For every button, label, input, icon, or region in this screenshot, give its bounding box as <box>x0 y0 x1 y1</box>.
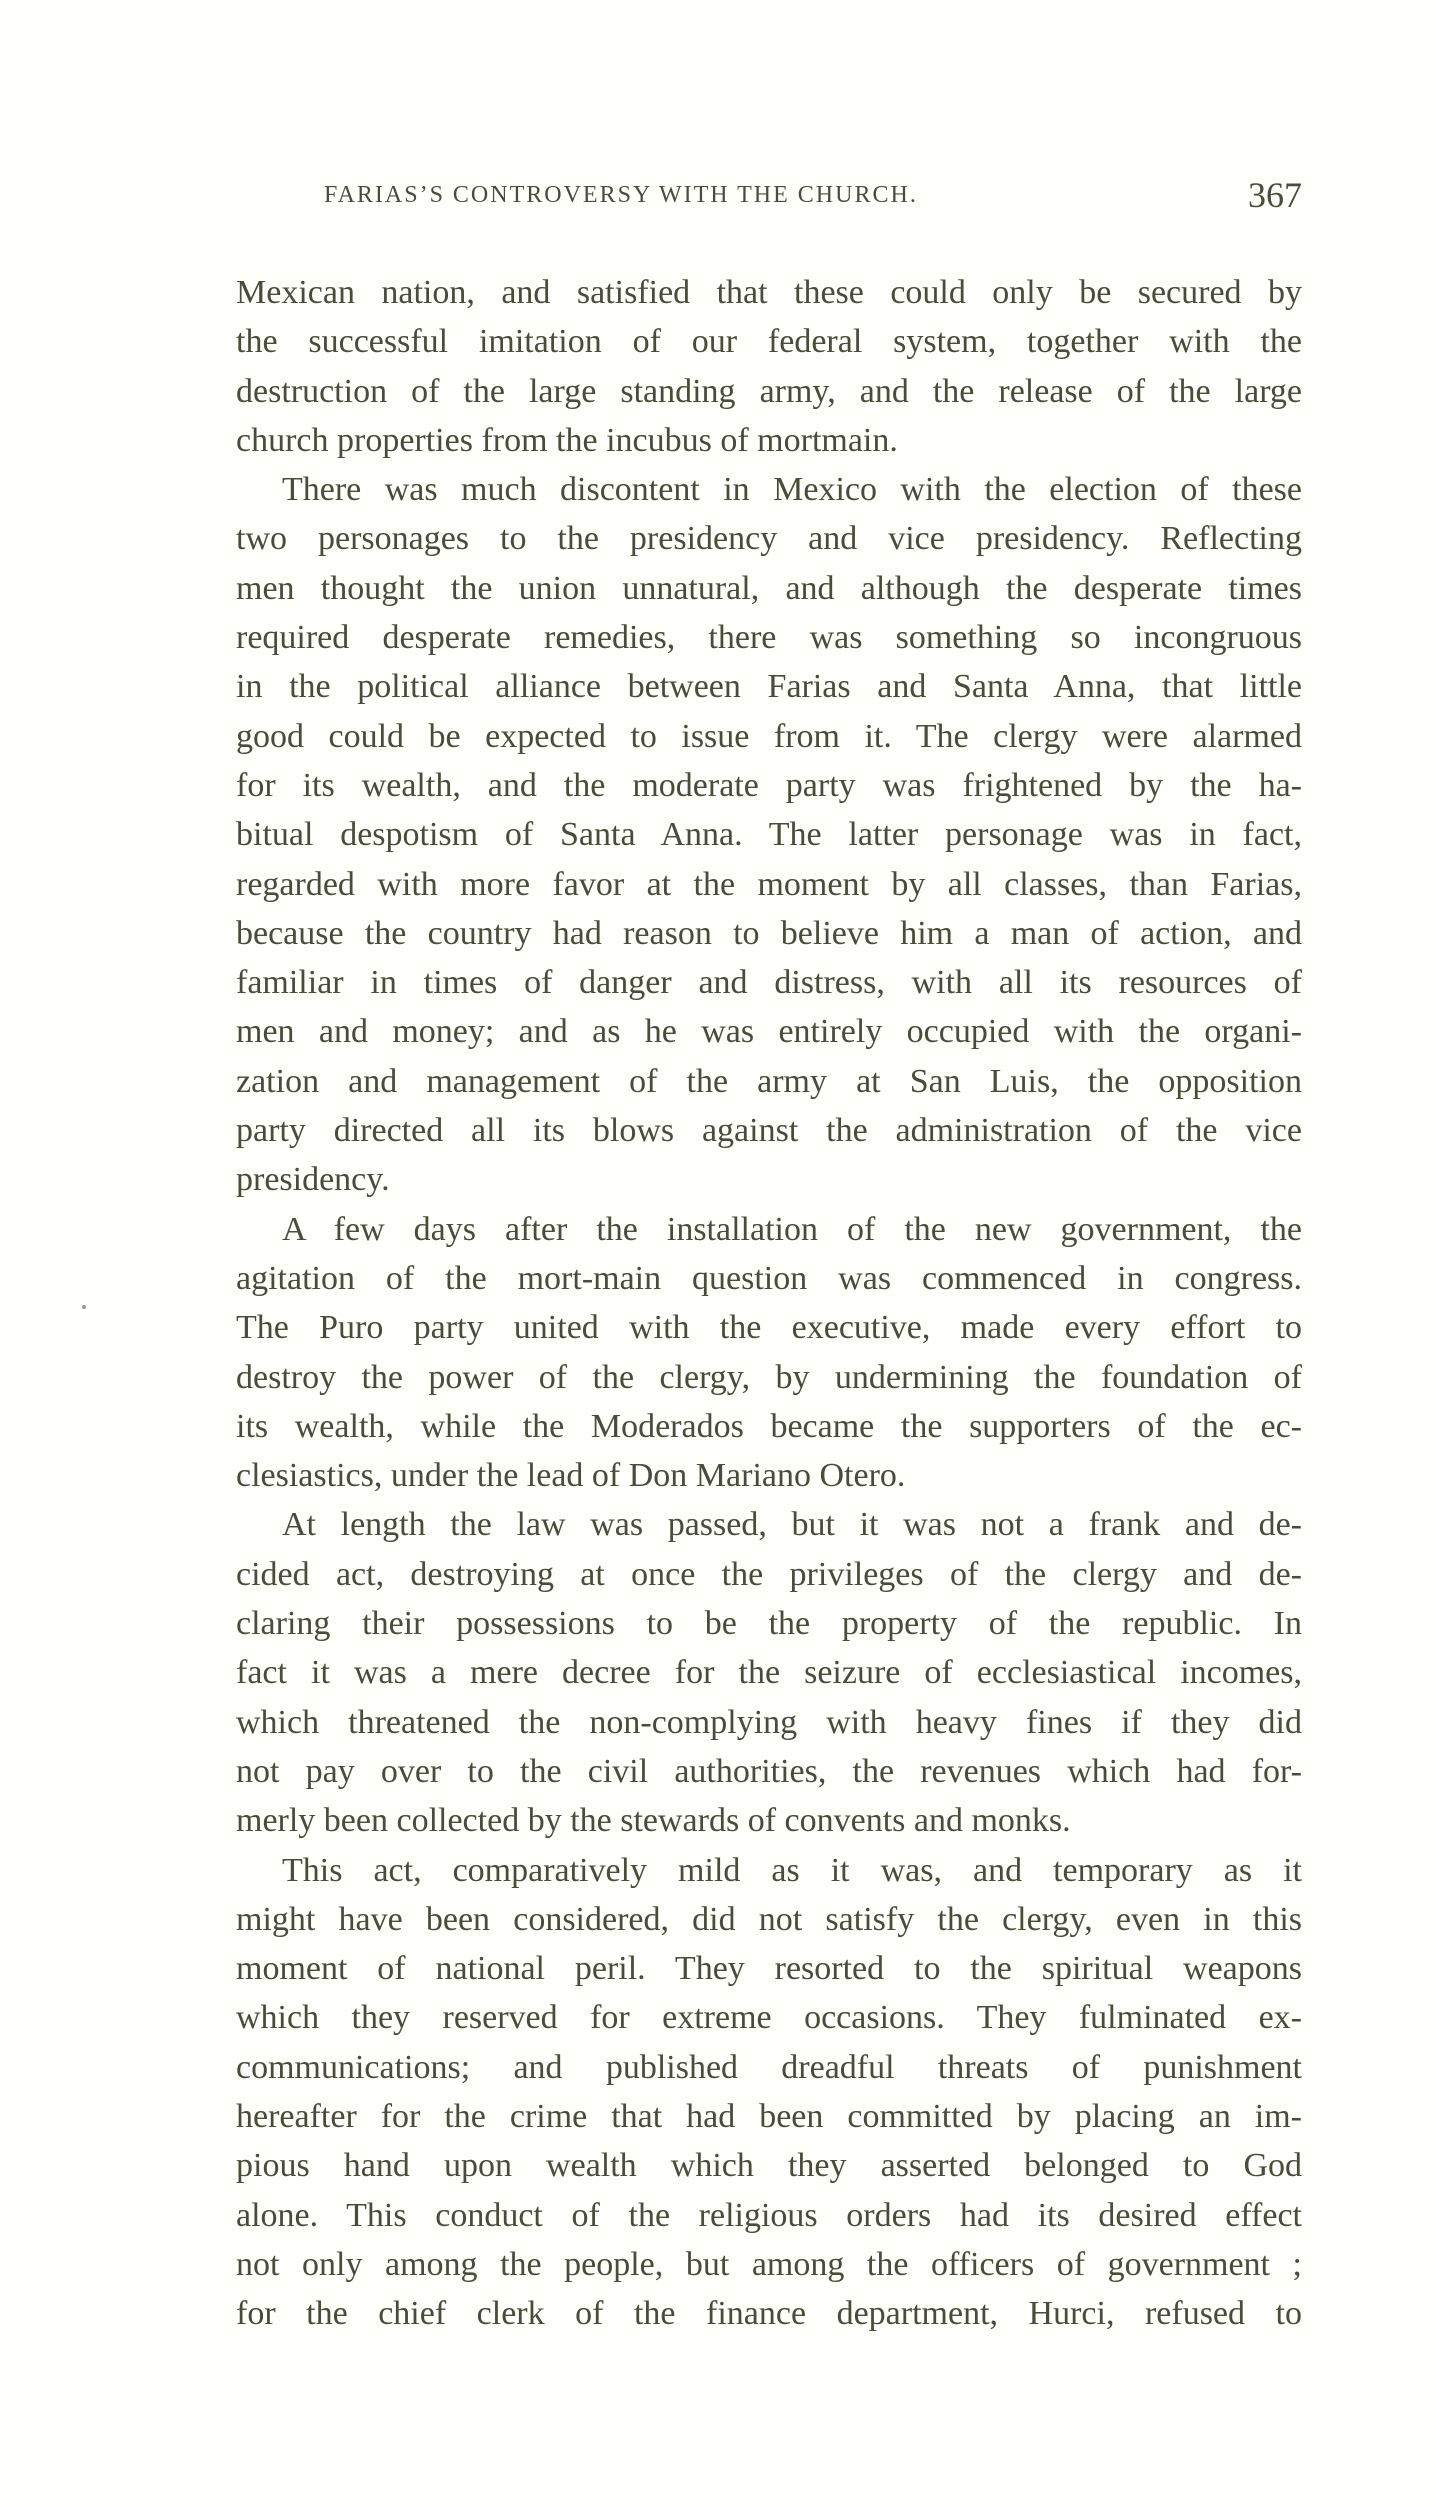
text-line-content: two personages to the presidency and vice presidency. Reflecting <box>236 520 1302 558</box>
text-line <box>236 416 1302 465</box>
text-line-content: required desperate remedies, there was something so incongruous <box>236 619 1302 657</box>
text-line <box>236 1993 1302 2042</box>
text-line-content: church properties from the incubus of mortmain. <box>236 421 898 459</box>
text-line <box>236 1599 1302 1648</box>
text-line-content: destruction of the large standing army, and the release of the large <box>236 372 1302 410</box>
text-line-content: for the chief clerk of the finance department, Hurci, refused to <box>236 2295 1302 2333</box>
text-line <box>236 761 1302 810</box>
text-line <box>236 1648 1302 1697</box>
text-line-content: not pay over to the civil authorities, the revenues which had for- <box>236 1752 1302 1790</box>
text-line <box>236 712 1302 761</box>
text-line-content: not only among the people, but among the officers of government ; <box>236 2245 1302 2283</box>
text-line <box>236 1155 1302 1204</box>
text-line-content: which they reserved for extreme occasions. They fulminated ex- <box>236 1999 1302 2037</box>
text-line-content: alone. This conduct of the religious orders had its desired effect <box>236 2196 1302 2234</box>
text-line-content: good could be expected to issue from it. The clergy were alarmed <box>236 717 1302 755</box>
text-line <box>236 860 1302 909</box>
text-line-content: because the country had reason to believe him a man of action, and <box>236 914 1302 952</box>
text-line <box>236 268 1302 317</box>
text-line <box>236 2141 1302 2190</box>
text-line <box>236 810 1302 859</box>
text-line-content: clesiastics, under the lead of Don Mariano Otero. <box>236 1457 906 1495</box>
text-line-content: for its wealth, and the moderate party was frightened by the ha- <box>236 766 1302 804</box>
text-line <box>236 1007 1302 1056</box>
text-line-content: familiar in times of danger and distress, with all its resources of <box>236 964 1302 1002</box>
page-number: 367 <box>1248 175 1302 215</box>
text-line <box>236 1402 1302 1451</box>
text-line <box>236 1254 1302 1303</box>
text-line <box>236 1057 1302 1106</box>
running-title: FARIAS’S CONTROVERSY WITH THE CHURCH. <box>324 182 918 208</box>
text-line <box>236 613 1302 662</box>
text-line <box>236 2289 1302 2338</box>
text-line <box>236 367 1302 416</box>
text-line <box>236 958 1302 1007</box>
text-line <box>236 1303 1302 1352</box>
text-line-content: in the political alliance between Farias and Santa Anna, that little <box>236 668 1302 706</box>
text-line <box>236 1451 1302 1500</box>
text-line <box>236 1353 1302 1402</box>
text-line-content: pious hand upon wealth which they asserted belonged to God <box>236 2147 1302 2185</box>
text-line-content: A few days after the installation of the new government, the <box>282 1210 1302 1248</box>
text-line-content: its wealth, while the Moderados became the supporters of the ec- <box>236 1407 1302 1445</box>
text-line-content: destroy the power of the clergy, by undermining the foundation of <box>236 1358 1302 1396</box>
text-line <box>236 2092 1302 2141</box>
text-line-content: bitual despotism of Santa Anna. The latter personage was in fact, <box>236 816 1302 854</box>
text-line <box>236 909 1302 958</box>
text-line <box>236 2043 1302 2092</box>
text-line-content: presidency. <box>236 1161 390 1199</box>
text-line-content: regarded with more favor at the moment by all classes, than Farias, <box>236 865 1302 903</box>
text-line <box>236 1747 1302 1796</box>
text-line <box>236 1550 1302 1599</box>
text-line <box>236 317 1302 366</box>
text-line-content: which threatened the non-complying with heavy fines if they did <box>236 1703 1302 1741</box>
text-line <box>236 465 1302 514</box>
text-line <box>236 1895 1302 1944</box>
text-line-content: At length the law was passed, but it was not a frank and de- <box>282 1506 1302 1544</box>
text-line <box>236 2191 1302 2240</box>
text-line-content: moment of national peril. They resorted to the spiritual weapons <box>236 1950 1302 1988</box>
text-line <box>236 2240 1302 2289</box>
text-line <box>236 1944 1302 1993</box>
text-line-content: fact it was a mere decree for the seizure of ecclesiastical incomes, <box>236 1654 1302 1692</box>
text-line-content: claring their possessions to be the property of the republic. In <box>236 1605 1302 1643</box>
text-line <box>236 1846 1302 1895</box>
text-line-content: merly been collected by the stewards of convents and monks. <box>236 1802 1071 1840</box>
text-line-content: party directed all its blows against the administration of the vice <box>236 1112 1302 1150</box>
text-line <box>236 564 1302 613</box>
text-line-content: men thought the union unnatural, and although the desperate times <box>236 569 1302 607</box>
text-line-content: The Puro party united with the executive, made every effort to <box>236 1309 1302 1347</box>
text-line <box>236 1698 1302 1747</box>
text-line-content: cided act, destroying at once the privileges of the clergy and de- <box>236 1555 1302 1593</box>
text-line <box>236 1500 1302 1549</box>
text-line-content: This act, comparatively mild as it was, and temporary as it <box>282 1851 1302 1889</box>
text-line-content: might have been considered, did not satisfy the clergy, even in this <box>236 1900 1302 1938</box>
body-text <box>236 268 1302 2338</box>
text-line <box>236 1106 1302 1155</box>
text-line-content: zation and management of the army at San Luis, the opposition <box>236 1062 1302 1100</box>
text-line-content: agitation of the mort-main question was commenced in congress. <box>236 1259 1302 1297</box>
text-line <box>236 514 1302 563</box>
text-line-content: the successful imitation of our federal system, together with the <box>236 323 1302 361</box>
text-line <box>236 1796 1302 1845</box>
text-line-content: Mexican nation, and satisfied that these could only be secured by <box>236 274 1302 311</box>
margin-mark <box>82 1305 86 1309</box>
text-line-content: men and money; and as he was entirely occupied with the organi- <box>236 1013 1302 1051</box>
text-line <box>236 1205 1302 1254</box>
text-line-content: There was much discontent in Mexico with the election of these <box>282 471 1302 509</box>
text-line-content: communications; and published dreadful threats of punishment <box>236 2048 1302 2086</box>
running-header <box>236 175 1302 222</box>
text-line-content: hereafter for the crime that had been committed by placing an im- <box>236 2097 1302 2135</box>
text-line <box>236 662 1302 711</box>
